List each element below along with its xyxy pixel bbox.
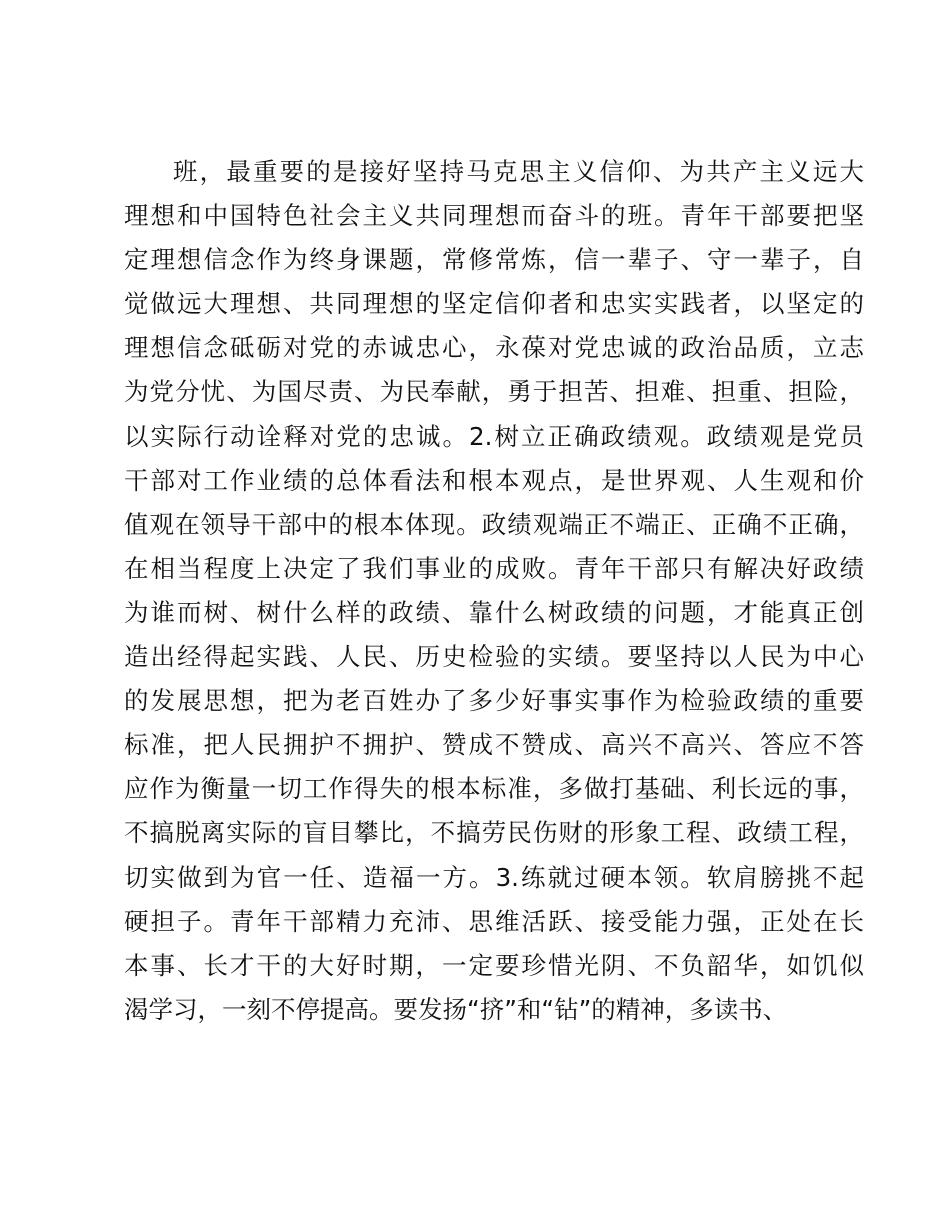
text-line: 造出经得起实践、人民、历史检验的实绩。要坚持以人民为中心 — [124, 642, 864, 672]
text-line: 标准，把人民拥护不拥护、赞成不赞成、高兴不高兴、答应不答 — [124, 730, 864, 760]
text-line: 干部对工作业绩的总体看法和根本观点，是世界观、人生观和价 — [124, 465, 864, 495]
text-line: 应作为衡量一切工作得失的根本标准，多做打基础、利长远的事， — [124, 774, 864, 804]
text-line: 的发展思想，把为老百姓办了多少好事实事作为检验政绩的重要 — [124, 686, 864, 716]
text-line: 切实做到为官一任、造福一方。3.练就过硬本领。软肩膀挑不起 — [124, 862, 864, 892]
text-line: 班，最重要的是接好坚持马克思主义信仰、为共产主义远大 — [173, 157, 864, 186]
text-line: 硬担子。青年干部精力充沛、思维活跃、接受能力强，正处在长 — [124, 906, 864, 936]
text-line: 为党分忧、为国尽责、为民奉献，勇于担苦、担难、担重、担险， — [124, 377, 864, 407]
text-line: 在相当程度上决定了我们事业的成败。青年干部只有解决好政绩 — [124, 553, 864, 583]
text-line: 为谁而树、树什么样的政绩、靠什么树政绩的问题，才能真正创 — [124, 597, 864, 627]
text-line: 不搞脱离实际的盲目攀比，不搞劳民伤财的形象工程、政绩工程， — [124, 818, 864, 848]
text-line: 理想信念砥砺对党的赤诚忠心，永葆对党忠诚的政治品质，立志 — [124, 333, 864, 363]
text-line: 本事、长才干的大好时期，一定要珍惜光阴、不负韶华，如饥似 — [124, 950, 864, 980]
text-line: 觉做远大理想、共同理想的坚定信仰者和忠实实践者，以坚定的 — [124, 289, 864, 319]
text-line: 以实际行动诠释对党的忠诚。2.树立正确政绩观。政绩观是党员 — [124, 421, 864, 451]
text-line: 渴学习，一刻不停提高。要发扬“挤”和“钻”的精神，多读书、 — [124, 994, 788, 1024]
text-line: 值观在领导干部中的根本体现。政绩观端正不端正、正确不正确， — [124, 509, 864, 539]
text-line: 定理想信念作为终身课题，常修常炼，信一辈子、守一辈子，自 — [124, 245, 864, 275]
text-line: 理想和中国特色社会主义共同理想而奋斗的班。青年干部要把坚 — [124, 201, 864, 231]
body-paragraph — [124, 150, 864, 1032]
